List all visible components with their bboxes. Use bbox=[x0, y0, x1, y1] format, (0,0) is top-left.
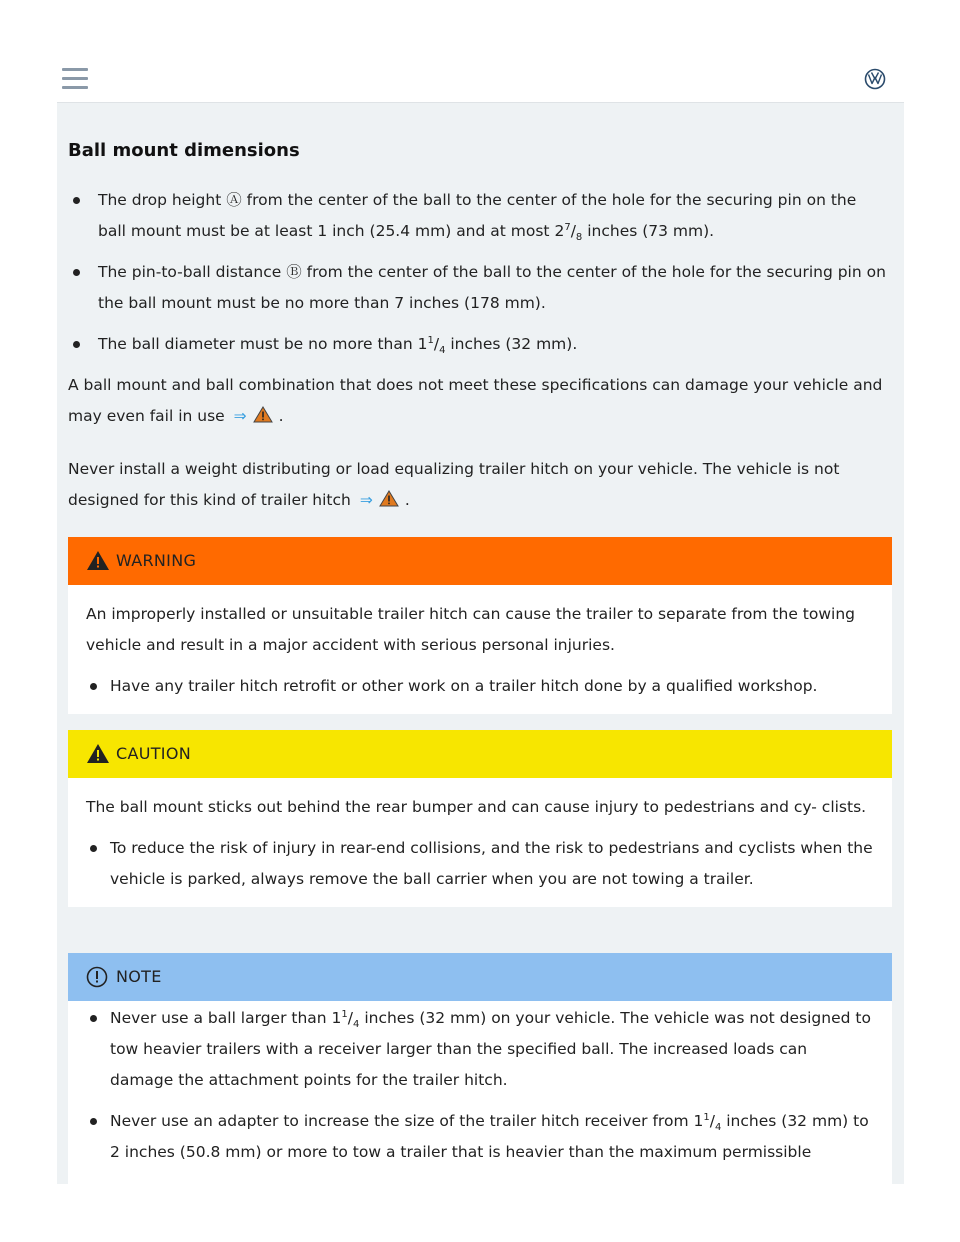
bullet-dot bbox=[73, 341, 80, 348]
top-bar bbox=[57, 0, 904, 103]
bullet-text-end: inches (32 mm) on your vehicle. The vehicle was not designed to tow heavier trailers with a receiver larger than the specified ball. The increased loads can damage the attachment points for the trailer hitch. bbox=[110, 1009, 871, 1089]
bullet-text-end: inches (32 mm). bbox=[445, 335, 578, 353]
hamburger-menu-icon[interactable] bbox=[62, 68, 88, 90]
bullet-text: Never use an adapter to increase the size of the trailer hitch receiver from 1 bbox=[110, 1112, 704, 1130]
warning-box bbox=[68, 537, 892, 714]
paragraph-text: A ball mount and ball combination that does not meet these specifications can damage your vehicle and may even fail in use bbox=[68, 376, 883, 425]
bullet-text: The drop height Ⓐ from the center of the ball to the center of the hole for the securing pin on the ball mount must be at least 1 inch (25.4 mm) and at most 2 bbox=[98, 191, 857, 240]
note-body bbox=[68, 1001, 892, 1180]
period: . bbox=[404, 491, 410, 509]
fraction-denominator: 8 bbox=[575, 232, 583, 244]
bullet-dot bbox=[90, 1118, 97, 1125]
warning-label: WARNING bbox=[116, 551, 197, 570]
manual-page bbox=[57, 0, 904, 1184]
warning-triangle-icon bbox=[86, 550, 110, 571]
caution-body bbox=[68, 778, 892, 907]
list-item bbox=[68, 329, 888, 360]
paragraph bbox=[68, 370, 888, 432]
bullet-dot bbox=[90, 683, 97, 690]
warning-triangle-icon[interactable] bbox=[253, 406, 273, 423]
list-item bbox=[68, 185, 888, 247]
bullet-text: The ball diameter must be no more than 1 bbox=[98, 335, 428, 353]
fraction-denominator: 4 bbox=[714, 1122, 722, 1134]
fraction-denominator: 4 bbox=[439, 345, 446, 357]
fraction-numerator: 7 bbox=[564, 221, 571, 233]
note-box bbox=[68, 953, 892, 1184]
vw-logo-icon[interactable] bbox=[864, 68, 886, 90]
info-circle-icon bbox=[86, 966, 108, 988]
bullet-text: The pin-to-ball distance Ⓑ from the center of the ball to the center of the hole for the securing pin on the ball mount must be no more than 7 inches (178 mm). bbox=[98, 263, 886, 312]
bullet-text-end: inches (32 mm) to 2 inches (50.8 mm) or more to tow a trailer that is heavier than the maximum permissible bbox=[110, 1112, 869, 1161]
list-item bbox=[68, 257, 888, 319]
list-item bbox=[90, 671, 874, 702]
bullet-dot bbox=[73, 197, 80, 204]
warning-triangle-icon[interactable] bbox=[379, 490, 399, 507]
caution-text: The ball mount sticks out behind the rear bumper and can cause injury to pedestrians and cy- clists. bbox=[86, 798, 867, 816]
list-item bbox=[90, 1106, 874, 1168]
warning-header bbox=[68, 537, 892, 585]
fraction-slash: / bbox=[570, 222, 576, 240]
list-item bbox=[90, 1003, 874, 1096]
fraction-denominator: 4 bbox=[353, 1019, 360, 1031]
fraction-numerator: 1 bbox=[341, 1008, 348, 1020]
cross-reference-link[interactable]: ⇒ bbox=[233, 407, 247, 425]
cross-reference-link[interactable]: ⇒ bbox=[359, 491, 373, 509]
paragraph-text: Never install a weight distributing or load equalizing trailer hitch on your vehicle. The vehicle is not designed for this kind of trailer hitch bbox=[68, 460, 840, 509]
warning-text: An improperly installed or unsuitable trailer hitch can cause the trailer to separate from the towing vehicle and result in a major accident with serious personal injuries. bbox=[86, 605, 855, 654]
period: . bbox=[278, 407, 284, 425]
warning-body bbox=[68, 585, 892, 714]
note-label: NOTE bbox=[116, 967, 162, 986]
section-title: Ball mount dimensions bbox=[68, 140, 300, 161]
fraction-numerator: 1 bbox=[703, 1111, 710, 1123]
list-item bbox=[90, 833, 874, 895]
bullet-text: Never use a ball larger than 1 bbox=[110, 1009, 342, 1027]
fraction-slash: / bbox=[709, 1112, 715, 1130]
fraction-slash: / bbox=[347, 1009, 354, 1027]
caution-header bbox=[68, 730, 892, 778]
bullet-dot bbox=[90, 845, 97, 852]
note-header bbox=[68, 953, 892, 1001]
bullet-text-end: inches (73 mm). bbox=[582, 222, 715, 240]
warning-triangle-icon bbox=[86, 743, 110, 764]
bullet-dot bbox=[90, 1015, 97, 1022]
bullet-dot bbox=[73, 269, 80, 276]
fraction-numerator: 1 bbox=[427, 334, 434, 346]
caution-box bbox=[68, 730, 892, 907]
fraction-slash: / bbox=[433, 335, 440, 353]
bullet-text: Have any trailer hitch retrofit or other work on a trailer hitch done by a qualified workshop. bbox=[110, 677, 818, 695]
caution-label: CAUTION bbox=[116, 744, 191, 763]
bullet-text: To reduce the risk of injury in rear-end collisions, and the risk to pedestrians and cyclists when the vehicle is parked, always remove the ball carrier when you are not towing a trailer. bbox=[110, 839, 873, 888]
paragraph bbox=[68, 454, 888, 516]
